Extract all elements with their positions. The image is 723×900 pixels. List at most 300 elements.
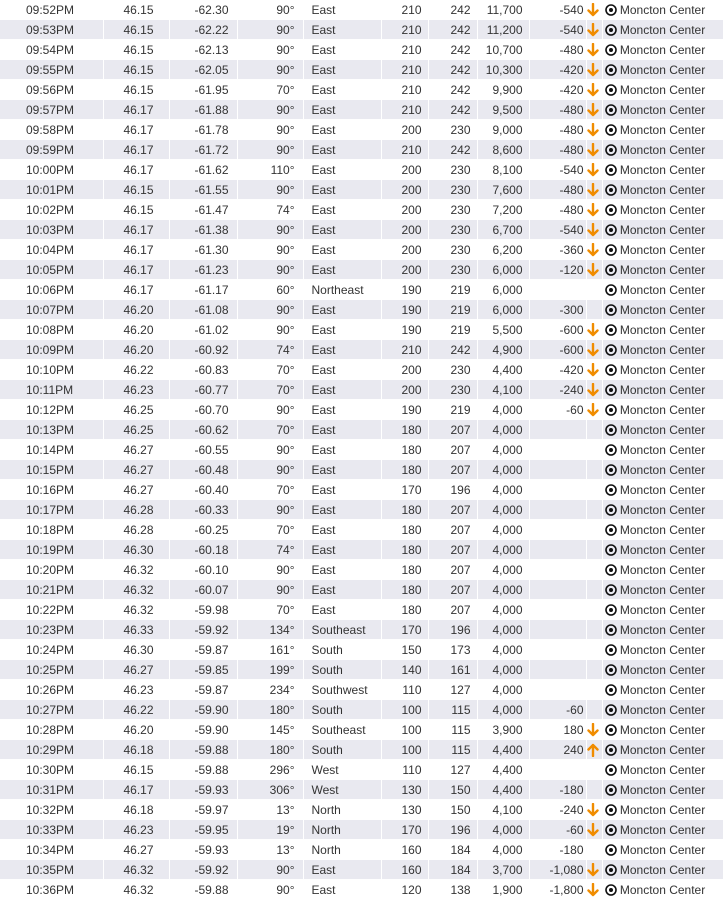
- latitude-cell: 46.15: [103, 200, 169, 220]
- trend-icon-cell: [586, 660, 602, 680]
- facility-name: Moncton Center: [619, 802, 706, 817]
- time-cell: 09:58PM: [0, 120, 103, 140]
- latitude-cell: 46.20: [103, 320, 169, 340]
- heading-cell: 90°: [237, 460, 303, 480]
- speed-mph-cell: 230: [428, 240, 477, 260]
- table-row: [0, 600, 723, 620]
- trend-icon-cell: [586, 600, 602, 620]
- speed-mph-cell: 150: [428, 780, 477, 800]
- altitude-cell: 4,400: [477, 760, 529, 780]
- facility-name: Moncton Center: [619, 702, 706, 717]
- longitude-cell: -59.95: [169, 820, 237, 840]
- trend-icon-cell: [586, 640, 602, 660]
- latitude-cell: 46.33: [103, 620, 169, 640]
- facility-cell: [602, 420, 723, 440]
- radio-target-icon: [605, 564, 617, 576]
- table-row: [0, 500, 723, 520]
- heading-cell: 70°: [237, 420, 303, 440]
- radio-target-icon: [605, 744, 617, 756]
- arrow-down-icon: [587, 883, 599, 897]
- heading-cell: 296°: [237, 760, 303, 780]
- trend-icon-cell: [586, 320, 602, 340]
- time-cell: 09:53PM: [0, 20, 103, 40]
- heading-cell: 74°: [237, 540, 303, 560]
- arrow-down-icon: [587, 203, 599, 217]
- climb-rate-cell: [529, 460, 586, 480]
- facility-name: Moncton Center: [619, 442, 706, 457]
- radio-target-icon: [605, 24, 617, 36]
- facility-cell: [602, 880, 723, 900]
- radio-target-icon: [605, 804, 617, 816]
- speed-kts-cell: 110: [381, 760, 428, 780]
- speed-mph-cell: 196: [428, 480, 477, 500]
- speed-kts-cell: 200: [381, 200, 428, 220]
- heading-cell: 110°: [237, 160, 303, 180]
- altitude-cell: 4,400: [477, 780, 529, 800]
- facility-name: Moncton Center: [619, 602, 706, 617]
- radio-target-icon: [605, 224, 617, 236]
- speed-kts-cell: 190: [381, 300, 428, 320]
- radio-target-icon: [605, 504, 617, 516]
- speed-mph-cell: 207: [428, 420, 477, 440]
- altitude-cell: 10,300: [477, 60, 529, 80]
- latitude-cell: 46.15: [103, 760, 169, 780]
- facility-name: Moncton Center: [619, 722, 706, 737]
- latitude-cell: 46.32: [103, 880, 169, 900]
- arrow-down-icon: [587, 83, 599, 97]
- direction-cell: East: [303, 40, 381, 60]
- direction-cell: East: [303, 580, 381, 600]
- climb-rate-cell: -480: [529, 100, 586, 120]
- trend-icon-cell: [586, 800, 602, 820]
- speed-kts-cell: 200: [381, 380, 428, 400]
- altitude-cell: 6,200: [477, 240, 529, 260]
- speed-mph-cell: 242: [428, 80, 477, 100]
- heading-cell: 90°: [237, 560, 303, 580]
- climb-rate-cell: -420: [529, 60, 586, 80]
- facility-name: Moncton Center: [619, 462, 706, 477]
- latitude-cell: 46.17: [103, 220, 169, 240]
- latitude-cell: 46.25: [103, 420, 169, 440]
- table-row: [0, 760, 723, 780]
- latitude-cell: 46.23: [103, 380, 169, 400]
- speed-kts-cell: 130: [381, 800, 428, 820]
- direction-cell: East: [303, 420, 381, 440]
- trend-icon-cell: [586, 580, 602, 600]
- radio-target-icon: [605, 204, 617, 216]
- radio-target-icon: [605, 104, 617, 116]
- longitude-cell: -61.95: [169, 80, 237, 100]
- radio-target-icon: [605, 544, 617, 556]
- latitude-cell: 46.15: [103, 20, 169, 40]
- time-cell: 09:55PM: [0, 60, 103, 80]
- speed-mph-cell: 230: [428, 380, 477, 400]
- time-cell: 10:25PM: [0, 660, 103, 680]
- direction-cell: Southeast: [303, 620, 381, 640]
- facility-cell: [602, 720, 723, 740]
- climb-rate-cell: -60: [529, 700, 586, 720]
- climb-rate-cell: [529, 620, 586, 640]
- radio-target-icon: [605, 864, 617, 876]
- speed-mph-cell: 219: [428, 280, 477, 300]
- heading-cell: 70°: [237, 360, 303, 380]
- facility-name: Moncton Center: [619, 242, 706, 257]
- speed-mph-cell: 207: [428, 500, 477, 520]
- climb-rate-cell: -480: [529, 200, 586, 220]
- climb-rate-cell: [529, 540, 586, 560]
- time-cell: 10:15PM: [0, 460, 103, 480]
- climb-rate-cell: -120: [529, 260, 586, 280]
- time-cell: 10:27PM: [0, 700, 103, 720]
- trend-icon-cell: [586, 0, 602, 20]
- time-cell: 10:12PM: [0, 400, 103, 420]
- facility-cell: [602, 860, 723, 880]
- climb-rate-cell: -60: [529, 400, 586, 420]
- trend-icon-cell: [586, 540, 602, 560]
- radio-target-icon: [605, 144, 617, 156]
- facility-cell: [602, 160, 723, 180]
- longitude-cell: -61.88: [169, 100, 237, 120]
- altitude-cell: 4,400: [477, 740, 529, 760]
- longitude-cell: -59.88: [169, 740, 237, 760]
- facility-name: Moncton Center: [619, 562, 706, 577]
- time-cell: 10:16PM: [0, 480, 103, 500]
- latitude-cell: 46.17: [103, 120, 169, 140]
- radio-target-icon: [605, 344, 617, 356]
- longitude-cell: -61.38: [169, 220, 237, 240]
- arrow-down-icon: [587, 363, 599, 377]
- time-cell: 10:10PM: [0, 360, 103, 380]
- time-cell: 10:29PM: [0, 740, 103, 760]
- speed-mph-cell: 230: [428, 120, 477, 140]
- facility-name: Moncton Center: [619, 622, 706, 637]
- longitude-cell: -61.72: [169, 140, 237, 160]
- speed-mph-cell: 230: [428, 220, 477, 240]
- longitude-cell: -62.13: [169, 40, 237, 60]
- speed-kts-cell: 100: [381, 720, 428, 740]
- speed-mph-cell: 127: [428, 760, 477, 780]
- time-cell: 10:09PM: [0, 340, 103, 360]
- latitude-cell: 46.17: [103, 280, 169, 300]
- table-row: [0, 380, 723, 400]
- direction-cell: East: [303, 140, 381, 160]
- radio-target-icon: [605, 844, 617, 856]
- direction-cell: East: [303, 460, 381, 480]
- climb-rate-cell: -540: [529, 220, 586, 240]
- direction-cell: East: [303, 520, 381, 540]
- time-cell: 10:00PM: [0, 160, 103, 180]
- longitude-cell: -59.87: [169, 640, 237, 660]
- time-cell: 10:34PM: [0, 840, 103, 860]
- speed-kts-cell: 200: [381, 220, 428, 240]
- climb-rate-cell: [529, 640, 586, 660]
- radio-target-icon: [605, 464, 617, 476]
- longitude-cell: -60.10: [169, 560, 237, 580]
- facility-name: Moncton Center: [619, 362, 706, 377]
- arrow-down-icon: [587, 343, 599, 357]
- heading-cell: 90°: [237, 100, 303, 120]
- trend-icon-cell: [586, 340, 602, 360]
- table-row: [0, 140, 723, 160]
- longitude-cell: -61.62: [169, 160, 237, 180]
- arrow-down-icon: [587, 243, 599, 257]
- table-row: [0, 780, 723, 800]
- facility-name: Moncton Center: [619, 822, 706, 837]
- radio-target-icon: [605, 784, 617, 796]
- facility-cell: [602, 180, 723, 200]
- direction-cell: East: [303, 0, 381, 20]
- latitude-cell: 46.32: [103, 600, 169, 620]
- radio-target-icon: [605, 524, 617, 536]
- heading-cell: 145°: [237, 720, 303, 740]
- facility-name: Moncton Center: [619, 222, 706, 237]
- speed-kts-cell: 170: [381, 620, 428, 640]
- trend-icon-cell: [586, 720, 602, 740]
- facility-cell: [602, 660, 723, 680]
- speed-kts-cell: 100: [381, 740, 428, 760]
- heading-cell: 180°: [237, 700, 303, 720]
- climb-rate-cell: -480: [529, 40, 586, 60]
- table-row: [0, 860, 723, 880]
- altitude-cell: 6,000: [477, 300, 529, 320]
- table-row: [0, 800, 723, 820]
- longitude-cell: -60.18: [169, 540, 237, 560]
- latitude-cell: 46.22: [103, 700, 169, 720]
- speed-kts-cell: 120: [381, 880, 428, 900]
- climb-rate-cell: -480: [529, 140, 586, 160]
- speed-kts-cell: 140: [381, 660, 428, 680]
- table-row: [0, 100, 723, 120]
- longitude-cell: -60.62: [169, 420, 237, 440]
- longitude-cell: -61.08: [169, 300, 237, 320]
- facility-cell: [602, 60, 723, 80]
- table-row: [0, 260, 723, 280]
- speed-kts-cell: 170: [381, 820, 428, 840]
- climb-rate-cell: -540: [529, 160, 586, 180]
- speed-mph-cell: 230: [428, 360, 477, 380]
- facility-cell: [602, 740, 723, 760]
- facility-name: Moncton Center: [619, 502, 706, 517]
- speed-kts-cell: 190: [381, 280, 428, 300]
- table-row: [0, 620, 723, 640]
- altitude-cell: 7,600: [477, 180, 529, 200]
- latitude-cell: 46.17: [103, 160, 169, 180]
- radio-target-icon: [605, 584, 617, 596]
- table-row: [0, 240, 723, 260]
- speed-kts-cell: 210: [381, 40, 428, 60]
- trend-icon-cell: [586, 100, 602, 120]
- trend-icon-cell: [586, 520, 602, 540]
- altitude-cell: 6,000: [477, 280, 529, 300]
- heading-cell: 90°: [237, 180, 303, 200]
- altitude-cell: 4,100: [477, 380, 529, 400]
- climb-rate-cell: [529, 520, 586, 540]
- radio-target-icon: [605, 164, 617, 176]
- time-cell: 10:24PM: [0, 640, 103, 660]
- trend-icon-cell: [586, 480, 602, 500]
- speed-kts-cell: 210: [381, 340, 428, 360]
- climb-rate-cell: [529, 560, 586, 580]
- longitude-cell: -59.98: [169, 600, 237, 620]
- facility-cell: [602, 480, 723, 500]
- facility-name: Moncton Center: [619, 762, 706, 777]
- climb-rate-cell: -180: [529, 840, 586, 860]
- altitude-cell: 4,000: [477, 580, 529, 600]
- facility-name: Moncton Center: [619, 82, 706, 97]
- facility-cell: [602, 320, 723, 340]
- table-row: [0, 560, 723, 580]
- climb-rate-cell: -480: [529, 180, 586, 200]
- radio-target-icon: [605, 384, 617, 396]
- speed-mph-cell: 138: [428, 880, 477, 900]
- heading-cell: 90°: [237, 300, 303, 320]
- facility-name: Moncton Center: [619, 862, 706, 877]
- latitude-cell: 46.27: [103, 840, 169, 860]
- climb-rate-cell: -300: [529, 300, 586, 320]
- radio-target-icon: [605, 324, 617, 336]
- altitude-cell: 6,700: [477, 220, 529, 240]
- facility-cell: [602, 600, 723, 620]
- table-row: [0, 680, 723, 700]
- time-cell: 10:18PM: [0, 520, 103, 540]
- table-row: [0, 660, 723, 680]
- facility-cell: [602, 780, 723, 800]
- speed-mph-cell: 184: [428, 860, 477, 880]
- arrow-down-icon: [587, 23, 599, 37]
- trend-icon-cell: [586, 700, 602, 720]
- speed-mph-cell: 242: [428, 20, 477, 40]
- facility-name: Moncton Center: [619, 162, 706, 177]
- facility-cell: [602, 540, 723, 560]
- facility-cell: [602, 560, 723, 580]
- table-row: [0, 520, 723, 540]
- trend-icon-cell: [586, 20, 602, 40]
- longitude-cell: -62.30: [169, 0, 237, 20]
- longitude-cell: -61.23: [169, 260, 237, 280]
- arrow-down-icon: [587, 863, 599, 877]
- heading-cell: 90°: [237, 120, 303, 140]
- latitude-cell: 46.22: [103, 360, 169, 380]
- table-row: [0, 340, 723, 360]
- trend-icon-cell: [586, 300, 602, 320]
- trend-icon-cell: [586, 160, 602, 180]
- speed-mph-cell: 207: [428, 520, 477, 540]
- table-row: [0, 880, 723, 900]
- altitude-cell: 4,000: [477, 500, 529, 520]
- direction-cell: North: [303, 840, 381, 860]
- latitude-cell: 46.28: [103, 520, 169, 540]
- direction-cell: East: [303, 160, 381, 180]
- direction-cell: East: [303, 220, 381, 240]
- longitude-cell: -60.77: [169, 380, 237, 400]
- direction-cell: East: [303, 500, 381, 520]
- longitude-cell: -59.92: [169, 860, 237, 880]
- trend-icon-cell: [586, 360, 602, 380]
- time-cell: 10:14PM: [0, 440, 103, 460]
- speed-kts-cell: 180: [381, 420, 428, 440]
- longitude-cell: -61.17: [169, 280, 237, 300]
- altitude-cell: 4,000: [477, 680, 529, 700]
- altitude-cell: 4,000: [477, 440, 529, 460]
- speed-kts-cell: 160: [381, 840, 428, 860]
- speed-mph-cell: 115: [428, 720, 477, 740]
- longitude-cell: -60.40: [169, 480, 237, 500]
- arrow-down-icon: [587, 3, 599, 17]
- heading-cell: 70°: [237, 600, 303, 620]
- heading-cell: 13°: [237, 840, 303, 860]
- speed-kts-cell: 200: [381, 240, 428, 260]
- arrow-down-icon: [587, 43, 599, 57]
- table-row: [0, 220, 723, 240]
- time-cell: 10:35PM: [0, 860, 103, 880]
- facility-cell: [602, 760, 723, 780]
- facility-cell: [602, 820, 723, 840]
- longitude-cell: -59.97: [169, 800, 237, 820]
- radio-target-icon: [605, 304, 617, 316]
- facility-name: Moncton Center: [619, 642, 706, 657]
- longitude-cell: -61.55: [169, 180, 237, 200]
- heading-cell: 180°: [237, 740, 303, 760]
- climb-rate-cell: -240: [529, 380, 586, 400]
- heading-cell: 306°: [237, 780, 303, 800]
- heading-cell: 70°: [237, 380, 303, 400]
- radio-target-icon: [605, 424, 617, 436]
- latitude-cell: 46.30: [103, 540, 169, 560]
- arrow-down-icon: [587, 723, 599, 737]
- direction-cell: West: [303, 780, 381, 800]
- direction-cell: East: [303, 340, 381, 360]
- facility-name: Moncton Center: [619, 662, 706, 677]
- trend-icon-cell: [586, 120, 602, 140]
- radio-target-icon: [605, 284, 617, 296]
- radio-target-icon: [605, 244, 617, 256]
- longitude-cell: -62.05: [169, 60, 237, 80]
- radio-target-icon: [605, 404, 617, 416]
- facility-name: Moncton Center: [619, 682, 706, 697]
- facility-cell: [602, 520, 723, 540]
- direction-cell: East: [303, 20, 381, 40]
- time-cell: 10:06PM: [0, 280, 103, 300]
- latitude-cell: 46.15: [103, 180, 169, 200]
- altitude-cell: 6,000: [477, 260, 529, 280]
- time-cell: 10:30PM: [0, 760, 103, 780]
- direction-cell: East: [303, 400, 381, 420]
- radio-target-icon: [605, 884, 617, 896]
- time-cell: 10:08PM: [0, 320, 103, 340]
- altitude-cell: 4,000: [477, 460, 529, 480]
- time-cell: 09:57PM: [0, 100, 103, 120]
- altitude-cell: 10,700: [477, 40, 529, 60]
- altitude-cell: 5,500: [477, 320, 529, 340]
- speed-kts-cell: 200: [381, 260, 428, 280]
- arrow-down-icon: [587, 403, 599, 417]
- time-cell: 10:07PM: [0, 300, 103, 320]
- facility-cell: [602, 800, 723, 820]
- arrow-down-icon: [587, 803, 599, 817]
- time-cell: 10:28PM: [0, 720, 103, 740]
- heading-cell: 90°: [237, 20, 303, 40]
- longitude-cell: -59.90: [169, 720, 237, 740]
- heading-cell: 74°: [237, 340, 303, 360]
- speed-kts-cell: 200: [381, 360, 428, 380]
- longitude-cell: -59.92: [169, 620, 237, 640]
- direction-cell: East: [303, 860, 381, 880]
- heading-cell: 90°: [237, 260, 303, 280]
- climb-rate-cell: [529, 420, 586, 440]
- table-row: [0, 480, 723, 500]
- facility-cell: [602, 240, 723, 260]
- speed-kts-cell: 160: [381, 860, 428, 880]
